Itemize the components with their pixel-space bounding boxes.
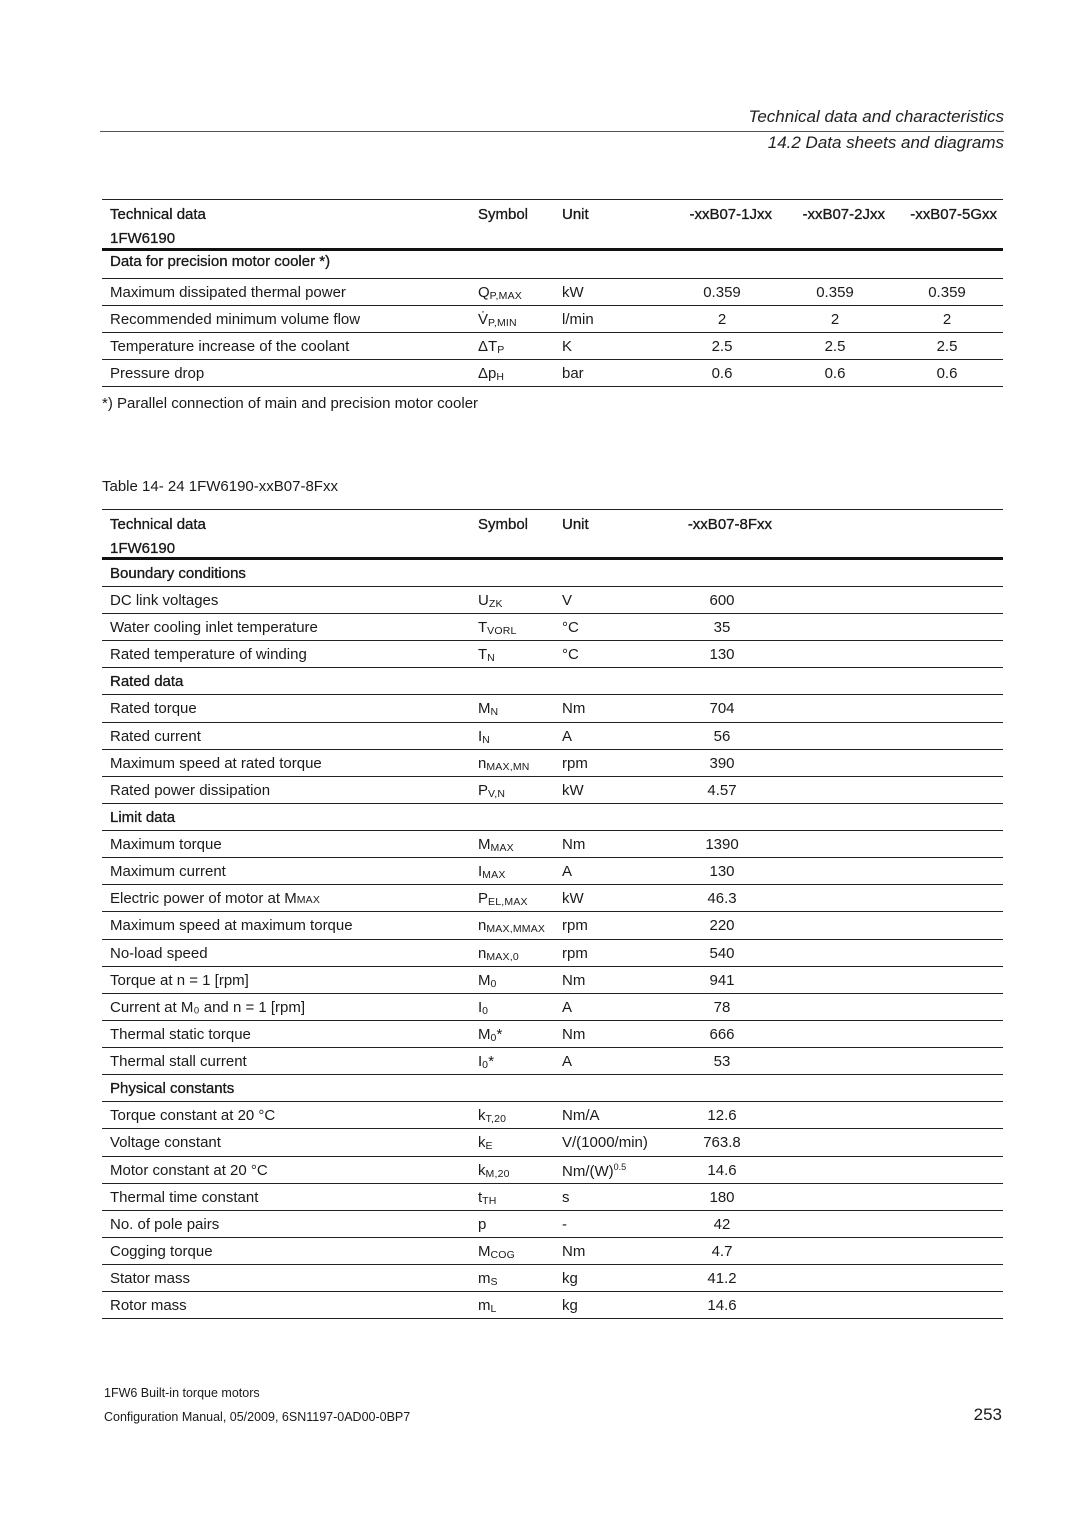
col-unit: Unit xyxy=(562,206,589,223)
symbol-base: M xyxy=(478,835,491,853)
row-value: 0.6 xyxy=(936,365,958,382)
row-unit-text: rpm xyxy=(562,754,588,772)
row-unit xyxy=(562,782,584,799)
table-row xyxy=(102,1292,1003,1319)
row-unit-text: A xyxy=(562,1053,573,1071)
row-unit-text: A xyxy=(562,863,573,881)
section-title: Limit data xyxy=(110,808,176,826)
row-value: 220 xyxy=(709,917,735,935)
symbol-subscript: MAX xyxy=(490,841,514,854)
row-unit-text: A xyxy=(562,998,573,1016)
symbol-cell xyxy=(478,836,514,853)
table-caption: Table 14- 24 1FW6190-xxB07-8Fxx xyxy=(102,478,338,495)
row-label-text: Thermal static torque xyxy=(110,1025,251,1043)
row-label-text: Rated temperature of winding xyxy=(110,646,307,664)
row-unit-text: °C xyxy=(562,646,579,664)
col-variant: -xxB07-8Fxx xyxy=(687,516,772,533)
row-label xyxy=(110,646,307,663)
row-unit xyxy=(562,917,588,934)
symbol-subscript: TH xyxy=(482,1194,497,1207)
row-value: 56 xyxy=(713,727,731,745)
row-unit-text: kW xyxy=(562,890,584,908)
table-header-row xyxy=(102,509,1003,560)
row-unit-text: A xyxy=(562,727,573,745)
row-unit-text: Nm xyxy=(562,835,586,853)
row-unit xyxy=(562,972,585,989)
row-label xyxy=(110,836,222,853)
row-unit xyxy=(562,999,572,1016)
row-label xyxy=(110,1297,187,1314)
section-title: Physical constants xyxy=(110,1080,235,1098)
row-label: Temperature increase of the coolant xyxy=(110,338,350,355)
symbol-base: M xyxy=(478,1025,491,1043)
row-unit-text: rpm xyxy=(562,917,588,935)
row-label: Maximum dissipated thermal power xyxy=(110,284,346,301)
row-value: 14.6 xyxy=(707,1161,737,1179)
row-label-text: Maximum torque xyxy=(110,835,222,853)
symbol-base: P xyxy=(478,781,489,799)
symbol-cell xyxy=(478,1026,502,1043)
row-label xyxy=(110,1134,221,1151)
symbol-cell xyxy=(478,646,495,663)
symbol-subscript: 0 xyxy=(490,1031,497,1044)
symbol-base: t xyxy=(478,1188,483,1206)
table-header-row xyxy=(102,199,1003,251)
symbol-base: n xyxy=(478,917,487,935)
symbol-cell xyxy=(478,619,517,636)
section-row xyxy=(102,251,1003,279)
col-symbol: Symbol xyxy=(478,206,529,223)
row-value: 12.6 xyxy=(707,1107,737,1125)
symbol-base: n xyxy=(478,944,487,962)
symbol-cell xyxy=(478,890,528,907)
table-precision-cooler xyxy=(102,199,1003,387)
section-row xyxy=(102,804,1003,831)
symbol-cell xyxy=(478,338,504,355)
symbol-subscript: P xyxy=(497,344,505,356)
row-label-text: Maximum speed at rated torque xyxy=(110,754,322,772)
row-label-text: Rated torque xyxy=(110,700,197,718)
symbol-base: I xyxy=(478,1053,483,1071)
symbol-cell xyxy=(478,284,522,301)
row-value: 1390 xyxy=(705,835,739,853)
table-row xyxy=(102,1157,1003,1184)
symbol-subscript: L xyxy=(490,1303,497,1316)
symbol-subscript: EL,MAX xyxy=(488,896,528,909)
row-label-text: No-load speed xyxy=(110,944,208,962)
col-technical-data: Technical data xyxy=(110,206,206,223)
table-row xyxy=(102,333,1003,360)
symbol-subscript: N xyxy=(487,652,495,665)
row-unit-text: °C xyxy=(562,619,579,637)
row-value: 0.359 xyxy=(703,284,741,301)
table-row xyxy=(102,1211,1003,1238)
table-row xyxy=(102,360,1003,387)
row-label: Recommended minimum volume flow xyxy=(110,311,361,328)
row-unit xyxy=(562,1270,578,1287)
symbol-cell xyxy=(478,945,519,962)
symbol-base: k xyxy=(478,1161,486,1179)
row-value: 0.6 xyxy=(824,365,846,382)
symbol-cell xyxy=(478,755,530,772)
symbol-subscript: 0 xyxy=(482,1059,489,1072)
row-value: 130 xyxy=(709,863,735,881)
row-label xyxy=(110,782,270,799)
row-label xyxy=(110,1243,213,1260)
row-value: 4.57 xyxy=(707,781,737,799)
table-row xyxy=(102,967,1003,994)
row-label xyxy=(110,728,201,745)
symbol-base: m xyxy=(478,1270,491,1288)
symbol-cell xyxy=(478,972,497,989)
row-value: 78 xyxy=(713,998,731,1016)
section-title: Data for precision motor cooler *) xyxy=(110,253,331,270)
table-row xyxy=(102,940,1003,967)
symbol-cell xyxy=(478,311,517,328)
row-label xyxy=(110,592,218,609)
row-label-text: Rated current xyxy=(110,727,201,745)
section-title: Boundary conditions xyxy=(110,565,246,582)
symbol-suffix: * xyxy=(488,1053,495,1071)
row-value: 2.5 xyxy=(711,338,733,355)
row-unit: K xyxy=(562,338,573,355)
row-unit xyxy=(562,1189,570,1206)
row-value: 941 xyxy=(709,971,735,989)
symbol-subscript: T,20 xyxy=(485,1113,507,1126)
symbol-subscript: M,20 xyxy=(485,1167,510,1180)
row-value: 2 xyxy=(942,311,952,328)
row-unit xyxy=(562,1026,585,1043)
table-row xyxy=(102,723,1003,750)
section-title: Rated data xyxy=(110,673,184,691)
row-unit-text: rpm xyxy=(562,944,588,962)
row-label xyxy=(110,1270,190,1287)
row-label xyxy=(110,1189,258,1206)
row-label xyxy=(110,1053,247,1070)
symbol-base: I xyxy=(478,863,483,881)
row-unit-text: kW xyxy=(562,781,584,799)
row-unit-text: Nm/(W) xyxy=(562,1162,614,1180)
row-label xyxy=(110,917,353,934)
symbol-subscript: E xyxy=(485,1140,493,1153)
row-value: 4.7 xyxy=(711,1242,733,1260)
page-number: 253 xyxy=(973,1405,1002,1424)
symbol-cell xyxy=(478,592,503,609)
row-value: 2 xyxy=(830,311,840,328)
row-unit-text: kg xyxy=(562,1297,578,1315)
row-unit xyxy=(562,890,584,907)
symbol-subscript: MAX,MN xyxy=(486,760,530,773)
row-label-text: Rotor mass xyxy=(110,1297,187,1315)
row-label xyxy=(110,945,208,962)
symbol-cell xyxy=(478,365,504,382)
section-title: 14.2 Data sheets and diagrams xyxy=(767,133,1004,152)
row-label-text: Current at M₀ and n = 1 [rpm] xyxy=(110,998,306,1016)
row-label-text: Stator mass xyxy=(110,1270,191,1288)
row-label-text: Electric power of motor at M xyxy=(110,890,297,908)
table-footnote: *) Parallel connection of main and precision motor cooler xyxy=(102,395,479,412)
symbol-subscript: 0 xyxy=(490,977,497,990)
table-1fw6190-8fxx xyxy=(102,509,1003,1319)
row-label-text: Torque constant at 20 °C xyxy=(110,1107,276,1125)
col-variant-2: -xxB07-2Jxx xyxy=(802,206,885,223)
table-row xyxy=(102,306,1003,333)
row-unit xyxy=(562,755,588,772)
symbol-base: n xyxy=(478,754,487,772)
row-value: 0.359 xyxy=(816,284,854,301)
symbol-base: M xyxy=(478,1242,491,1260)
table-row xyxy=(102,777,1003,804)
symbol-base: I xyxy=(478,998,483,1016)
row-label xyxy=(110,1162,268,1179)
table-row xyxy=(102,858,1003,885)
row-unit-text: Nm/A xyxy=(562,1107,600,1125)
row-unit xyxy=(562,1297,578,1314)
row-value: 540 xyxy=(709,944,735,962)
row-value: 390 xyxy=(709,754,735,772)
table-row xyxy=(102,831,1003,858)
table-row xyxy=(102,1129,1003,1156)
row-label-text: DC link voltages xyxy=(110,592,219,609)
symbol-cell xyxy=(478,1107,506,1124)
row-unit-text: Nm xyxy=(562,1242,586,1260)
row-label-text: Thermal stall current xyxy=(110,1053,247,1071)
table-row xyxy=(102,912,1003,939)
table-row xyxy=(102,1184,1003,1211)
row-unit xyxy=(562,700,585,717)
table-row xyxy=(102,587,1003,614)
table-row xyxy=(102,1021,1003,1048)
row-label xyxy=(110,619,318,636)
row-label xyxy=(110,1216,219,1233)
symbol-base: U xyxy=(478,592,489,609)
section-row xyxy=(102,560,1003,587)
footer-manual: Configuration Manual, 05/2009, 6SN1197-0AD00-0BP7 xyxy=(104,1410,411,1424)
col-model: 1FW6190 xyxy=(110,230,176,247)
row-unit-exponent: 0.5 xyxy=(613,1161,627,1172)
symbol-subscript: COG xyxy=(490,1248,516,1261)
symbol-subscript: VORL xyxy=(487,625,517,638)
symbol-base: Δp xyxy=(478,365,497,382)
symbol-subscript: N xyxy=(482,733,490,746)
symbol-cell xyxy=(478,700,498,717)
symbol-base: I xyxy=(478,727,483,745)
symbol-base: V̇ xyxy=(478,311,489,328)
row-value: 704 xyxy=(709,700,735,718)
row-unit xyxy=(562,1134,648,1151)
row-label xyxy=(110,1107,275,1124)
table-row xyxy=(102,750,1003,777)
symbol-subscript: ZK xyxy=(488,598,503,610)
symbol-subscript: MAX,0 xyxy=(486,950,519,963)
row-unit: bar xyxy=(562,365,584,382)
symbol-base: ΔT xyxy=(478,338,498,355)
symbol-subscript: MAX,MMAX xyxy=(486,923,546,936)
symbol-base: m xyxy=(478,1297,491,1315)
row-value: 0.6 xyxy=(711,365,733,382)
row-value: 600 xyxy=(709,592,735,609)
row-unit xyxy=(562,646,579,663)
symbol-cell xyxy=(478,728,490,745)
symbol-cell xyxy=(478,1216,486,1233)
symbol-base: p xyxy=(478,1215,487,1233)
symbol-subscript: 0 xyxy=(482,1004,489,1017)
symbol-subscript: S xyxy=(490,1276,498,1289)
row-unit xyxy=(562,863,572,880)
row-unit-text: - xyxy=(562,1215,567,1233)
row-unit xyxy=(562,945,588,962)
col-variant-3: -xxB07-5Gxx xyxy=(910,206,997,223)
symbol-cell xyxy=(478,1297,497,1314)
row-value: 2.5 xyxy=(936,338,958,355)
row-label xyxy=(110,890,320,907)
table-row xyxy=(102,885,1003,912)
row-label-text: Maximum speed at maximum torque xyxy=(110,917,353,935)
symbol-subscript: V,N xyxy=(488,787,506,800)
row-label-text: No. of pole pairs xyxy=(110,1215,220,1233)
row-label-text: Torque at n = 1 [rpm] xyxy=(110,971,249,989)
row-label-subscript: MAX xyxy=(296,894,321,907)
row-label-text: Cogging torque xyxy=(110,1242,213,1260)
row-unit-text: s xyxy=(562,1188,570,1206)
row-value: 130 xyxy=(709,646,735,664)
symbol-base: Q xyxy=(478,284,490,301)
symbol-base: P xyxy=(478,890,489,908)
symbol-subscript: N xyxy=(490,706,499,719)
table-row xyxy=(102,1265,1003,1292)
row-label xyxy=(110,972,249,989)
row-unit-text: Nm xyxy=(562,700,586,718)
row-unit-text: V/(1000/min) xyxy=(562,1134,648,1152)
row-value: 2.5 xyxy=(824,338,846,355)
symbol-base: T xyxy=(478,619,488,637)
row-label-text: Maximum current xyxy=(110,863,226,881)
table-row xyxy=(102,1238,1003,1265)
symbol-cell xyxy=(478,1243,515,1260)
row-unit-text: kg xyxy=(562,1270,578,1288)
col-symbol: Symbol xyxy=(478,516,529,533)
symbol-base: k xyxy=(478,1134,486,1152)
symbol-base: M xyxy=(478,700,491,718)
table-row xyxy=(102,695,1003,722)
row-label-text: Motor constant at 20 °C xyxy=(110,1161,268,1179)
symbol-cell xyxy=(478,917,545,934)
col-technical-data: Technical data xyxy=(110,516,206,533)
row-label-text: Rated power dissipation xyxy=(110,781,271,799)
symbol-cell xyxy=(478,1189,497,1206)
table-row xyxy=(102,279,1003,306)
symbol-base: M xyxy=(478,971,491,989)
row-unit-text: Nm xyxy=(562,971,586,989)
symbol-cell xyxy=(478,999,488,1016)
section-row xyxy=(102,1075,1003,1102)
col-variant-1: -xxB07-1Jxx xyxy=(689,206,772,223)
row-value: 666 xyxy=(709,1025,735,1043)
table-row xyxy=(102,994,1003,1021)
row-label-text: Thermal time constant xyxy=(110,1188,259,1206)
row-value: 14.6 xyxy=(707,1297,737,1315)
section-row xyxy=(102,668,1003,695)
row-label-text: Water cooling inlet temperature xyxy=(110,619,318,637)
row-value: 2 xyxy=(717,311,727,328)
table-row xyxy=(102,614,1003,641)
row-unit xyxy=(562,619,579,636)
row-unit xyxy=(562,1216,567,1233)
row-label xyxy=(110,999,305,1016)
header-rule xyxy=(100,131,1004,132)
row-value: 42 xyxy=(713,1215,731,1233)
row-value: 35 xyxy=(713,619,731,637)
row-unit: kW xyxy=(562,284,584,301)
row-label xyxy=(110,755,322,772)
chapter-title: Technical data and characteristics xyxy=(748,107,1004,126)
symbol-subscript: MAX xyxy=(482,869,506,882)
symbol-cell xyxy=(478,1162,510,1179)
symbol-cell xyxy=(478,782,505,799)
row-unit xyxy=(562,728,572,745)
row-value: 180 xyxy=(709,1188,735,1206)
symbol-base: k xyxy=(478,1107,486,1125)
symbol-cell xyxy=(478,1134,493,1151)
row-unit xyxy=(562,1107,600,1124)
symbol-subscript: P,MIN xyxy=(488,317,517,329)
row-unit-text: V xyxy=(562,592,573,609)
footer-product: 1FW6 Built-in torque motors xyxy=(104,1386,260,1400)
symbol-cell xyxy=(478,1053,494,1070)
symbol-subscript: H xyxy=(496,371,505,383)
row-label xyxy=(110,700,197,717)
symbol-suffix: * xyxy=(496,1025,503,1043)
row-unit xyxy=(562,1053,572,1070)
row-unit xyxy=(562,836,585,853)
table-row xyxy=(102,1048,1003,1075)
symbol-subscript: P,MAX xyxy=(489,290,522,302)
row-unit: l/min xyxy=(562,311,594,328)
row-label: Pressure drop xyxy=(110,365,205,382)
col-model: 1FW6190 xyxy=(110,540,176,557)
symbol-cell xyxy=(478,863,506,880)
row-unit xyxy=(562,1162,626,1180)
row-label xyxy=(110,863,226,880)
col-unit: Unit xyxy=(562,516,589,533)
row-value: 53 xyxy=(713,1053,731,1071)
row-value: 46.3 xyxy=(707,890,737,908)
row-value: 763.8 xyxy=(703,1134,741,1152)
row-value: 0.359 xyxy=(928,284,966,301)
row-unit xyxy=(562,592,572,609)
row-value: 41.2 xyxy=(707,1270,737,1288)
symbol-base: T xyxy=(478,646,488,664)
table-row xyxy=(102,1102,1003,1129)
row-label xyxy=(110,1026,251,1043)
row-unit-text: Nm xyxy=(562,1025,586,1043)
symbol-cell xyxy=(478,1270,498,1287)
row-label-text: Voltage constant xyxy=(110,1134,221,1152)
table-row xyxy=(102,641,1003,668)
row-unit xyxy=(562,1243,585,1260)
